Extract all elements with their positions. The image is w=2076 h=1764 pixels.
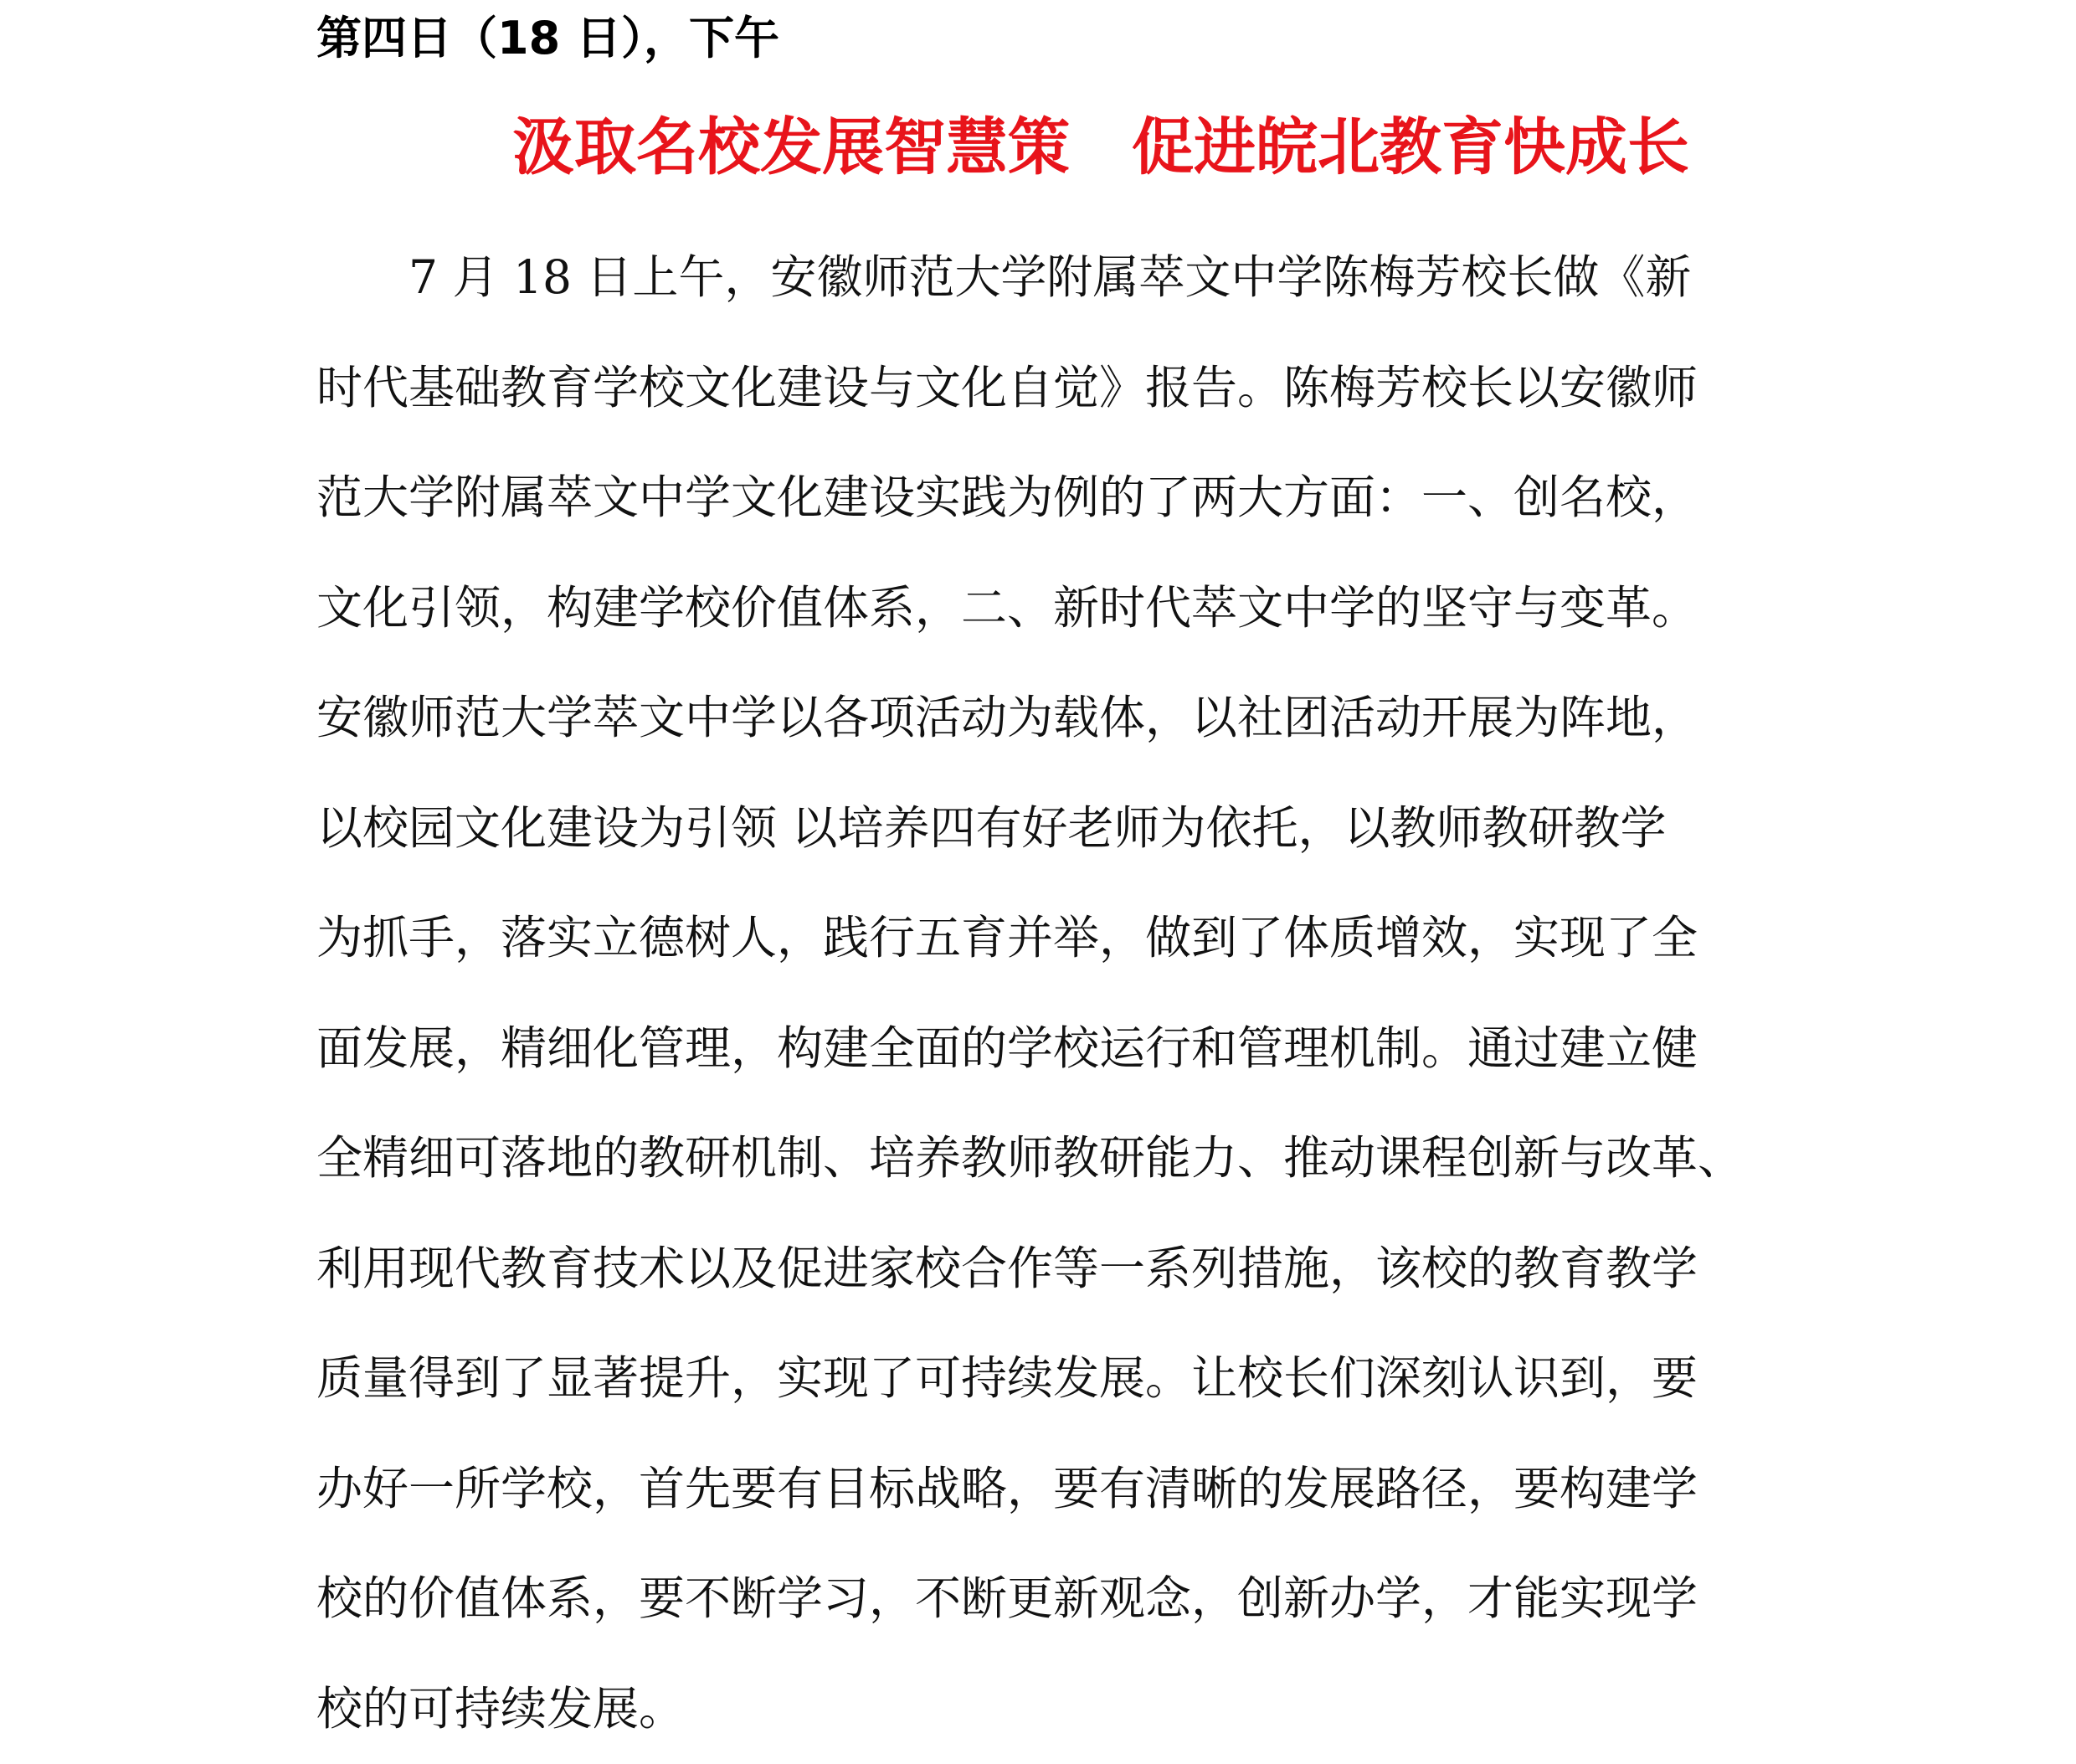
paragraph-line: 7 月 18 日上午，安徽师范大学附属萃文中学陈梅芳校长做《新	[316, 223, 1773, 333]
paragraph-line: 质量得到了显著提升，实现了可持续发展。让校长们深刻认识到，要	[316, 1324, 1773, 1434]
paragraph-line: 利用现代教育技术以及促进家校合作等一系列措施，该校的教育教学	[316, 1214, 1773, 1324]
article-body	[316, 223, 1773, 1764]
title-part-2: 促进皖北教育快成长	[1132, 111, 1689, 183]
paragraph-line: 校的可持续发展。	[316, 1654, 1773, 1764]
paragraph-line: 以校园文化建设为引领 以培养四有好老师为依托，以教师教研教学	[316, 774, 1773, 884]
paragraph-line: 为抓手，落实立德树人，践行五育并举，做到了体质增效，实现了全	[316, 883, 1773, 994]
paragraph-line: 安徽师范大学萃文中学以各项活动为载体，以社团活动开展为阵地，	[316, 663, 1773, 774]
paragraph-line: 校的价值体系，要不断学习，不断更新观念，创新办学，才能实现学	[316, 1544, 1773, 1654]
paragraph-line: 文化引领，构建学校价值体系，二、新时代萃文中学的坚守与变革。	[316, 553, 1773, 664]
paragraph-line: 时代基础教育学校文化建设与文化自觉》报告。陈梅芳校长以安徽师	[316, 333, 1773, 444]
paragraph-line: 办好一所学校，首先要有目标战略，要有清晰的发展路径，要构建学	[316, 1434, 1773, 1545]
section-heading: 第四日（18 日），下午	[316, 7, 779, 70]
title-part-1: 汲取名校发展智慧策	[512, 111, 1070, 183]
paragraph-line: 范大学附属萃文中学文化建设实践为例的了两大方面：一、创名校，	[316, 443, 1773, 553]
article-title	[0, 107, 2076, 188]
paragraph-line: 全精细可落地的教研机制、培养教师教研能力、推动课程创新与改革、	[316, 1103, 1773, 1214]
paragraph-line: 面发展，精细化管理，构建全面的学校运行和管理机制。通过建立健	[316, 994, 1773, 1104]
